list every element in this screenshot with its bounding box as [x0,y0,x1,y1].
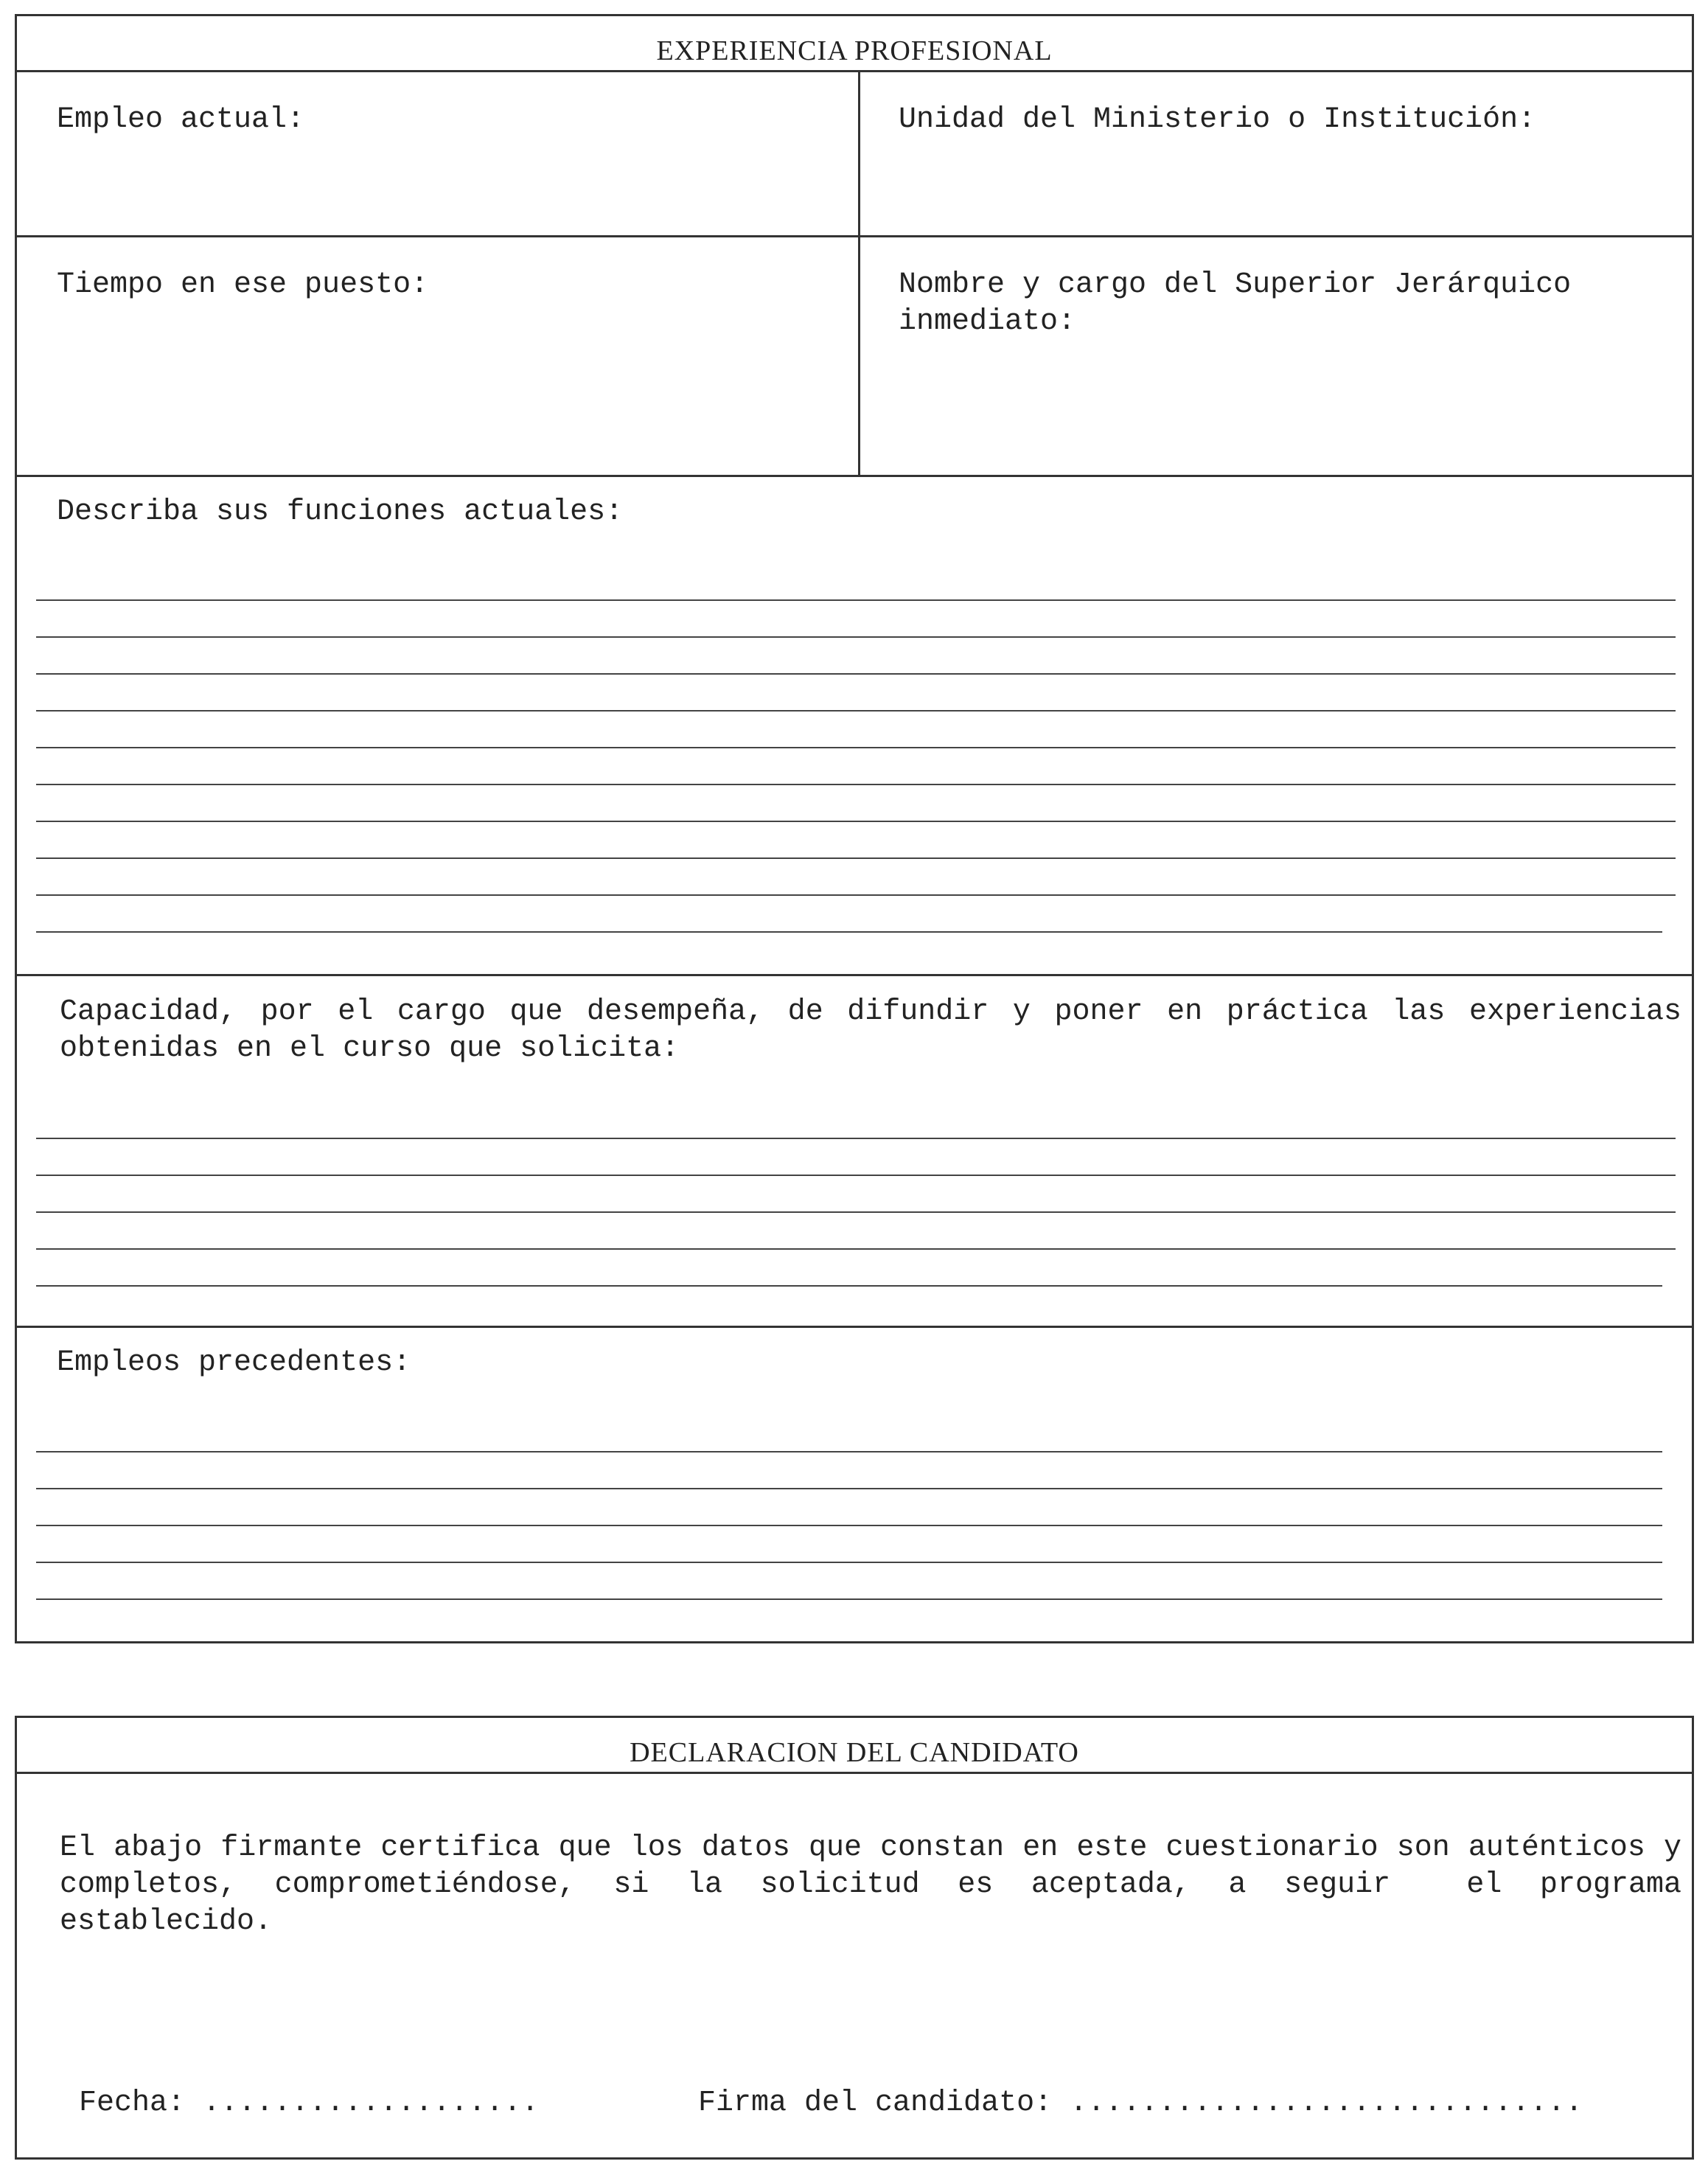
writing-line[interactable] [36,1598,1662,1600]
writing-line[interactable] [36,1525,1662,1526]
writing-line[interactable] [36,1175,1676,1176]
writing-line[interactable] [36,931,1662,933]
funciones-actuales-label: Describa sus funciones actuales: [57,495,624,529]
writing-line[interactable] [36,1285,1662,1287]
superior-jerarquico-label: Nombre y cargo del Superior Jerárquico inmediato: [899,268,1572,338]
row-empleos-precedentes [17,1328,1692,1641]
writing-line[interactable] [36,857,1676,859]
writing-line[interactable] [36,636,1676,638]
writing-line[interactable] [36,710,1676,711]
writing-line[interactable] [36,1248,1676,1250]
writing-line[interactable] [36,894,1676,896]
writing-line[interactable] [36,747,1676,748]
writing-line[interactable] [36,1138,1676,1139]
empleos-precedentes-label: Empleos precedentes: [57,1346,411,1379]
row-empleo-unidad [17,72,1692,237]
column-divider [858,237,860,475]
writing-line[interactable] [36,821,1676,822]
writing-line[interactable] [36,1488,1662,1489]
tiempo-puesto-label: Tiempo en ese puesto: [57,268,429,302]
experiencia-profesional-section [15,14,1700,1643]
writing-line[interactable] [36,784,1676,785]
writing-line[interactable] [36,1562,1662,1563]
unidad-ministerio-label: Unidad del Ministerio o Institución: [899,103,1536,136]
row-tiempo-superior [17,237,1692,477]
writing-line[interactable] [36,1211,1676,1213]
column-divider [858,72,860,235]
fecha-field[interactable]: Fecha: ................... [79,2087,540,2120]
row-capacidad [17,976,1700,1328]
row-funciones-actuales [17,477,1692,976]
firma-candidato-field[interactable]: Firma del candidato: ............................. [698,2087,1583,2120]
declaracion-candidato-section [15,1716,1700,2160]
writing-line[interactable] [36,599,1676,601]
experiencia-section-title: EXPERIENCIA PROFESIONAL [17,16,1692,72]
declaracion-section-title: DECLARACION DEL CANDIDATO [17,1718,1692,1774]
declaracion-text: El abajo firmante certifica que los datos que constan en este cuestionario son auténticos y completos, comprometiéndose, si la solicitud es aceptada, a seguir el programa establecido. [60,1831,1700,1938]
capacidad-label: Capacidad, por el cargo que desempeña, de difundir y poner en práctica las experiencias obtenidas en el curso que solicita: [60,995,1700,1065]
empleo-actual-label: Empleo actual: [57,103,305,136]
writing-line[interactable] [36,1451,1662,1452]
writing-line[interactable] [36,673,1676,675]
